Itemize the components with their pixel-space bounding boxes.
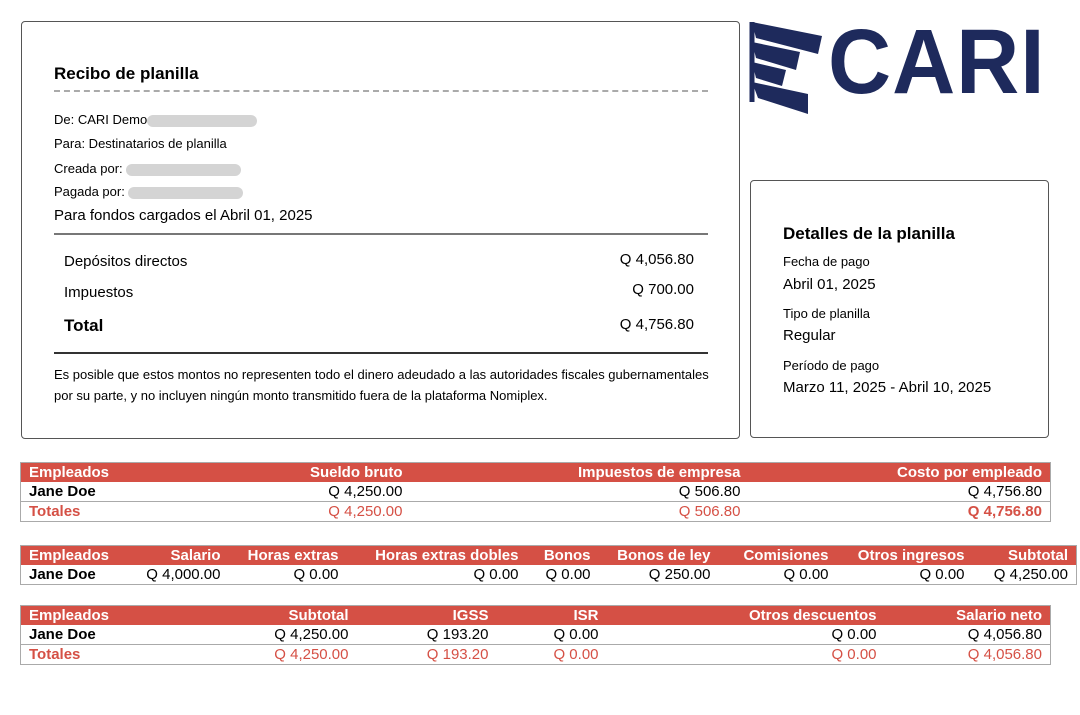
col-header: Subtotal bbox=[973, 546, 1077, 566]
receipt-panel bbox=[21, 21, 740, 439]
table-cell: Q 4,056.80 bbox=[885, 645, 1051, 665]
col-header: Otros descuentos bbox=[607, 606, 885, 626]
col-header: Sueldo bruto bbox=[161, 463, 411, 483]
table-cell: Q 0.00 bbox=[837, 565, 973, 585]
table-header-row bbox=[21, 546, 1077, 566]
table-cell: Q 4,250.00 bbox=[151, 645, 357, 665]
col-header: IGSS bbox=[357, 606, 497, 626]
table-cell: Q 4,250.00 bbox=[161, 482, 411, 502]
col-header: Horas extras dobles bbox=[347, 546, 527, 566]
col-header: Bonos bbox=[527, 546, 599, 566]
employee-name: Jane Doe bbox=[21, 625, 151, 645]
col-header: Horas extras bbox=[229, 546, 347, 566]
from-label: De: CARI Demo bbox=[54, 112, 148, 127]
from-line bbox=[54, 112, 257, 127]
logo-mark-icon bbox=[748, 18, 828, 116]
table-cell: Q 193.20 bbox=[357, 645, 497, 665]
redacted-payer bbox=[128, 187, 243, 199]
table-cell: Q 0.00 bbox=[607, 645, 885, 665]
table-cell: Q 4,756.80 bbox=[749, 502, 1051, 522]
table-cell: Q 0.00 bbox=[607, 625, 885, 645]
payroll-details-panel bbox=[750, 180, 1049, 438]
employee-name: Jane Doe bbox=[21, 482, 161, 502]
employee-name: Jane Doe bbox=[21, 565, 131, 585]
payroll-type-value: Regular bbox=[783, 327, 836, 344]
table-header-row bbox=[21, 463, 1051, 483]
created-by-line bbox=[54, 161, 241, 176]
summary-value-total: Q 4,756.80 bbox=[619, 316, 694, 333]
col-header: Empleados bbox=[21, 546, 131, 566]
col-header: Otros ingresos bbox=[837, 546, 973, 566]
col-header: Subtotal bbox=[151, 606, 357, 626]
table-cell: Q 250.00 bbox=[599, 565, 719, 585]
cari-logo bbox=[748, 11, 1046, 116]
table-cell: Q 193.20 bbox=[357, 625, 497, 645]
col-header: Empleados bbox=[21, 463, 161, 483]
table-row bbox=[21, 625, 1051, 645]
col-header: Impuestos de empresa bbox=[411, 463, 749, 483]
col-header: Salario bbox=[131, 546, 229, 566]
funds-text: Para fondos cargados el Abril 01, 2025 bbox=[54, 207, 313, 224]
col-header: Bonos de ley bbox=[599, 546, 719, 566]
details-title: Detalles de la planilla bbox=[783, 224, 955, 243]
totals-row bbox=[21, 502, 1051, 522]
to-line: Para: Destinatarios de planilla bbox=[54, 136, 227, 151]
table-cell: Q 4,250.00 bbox=[151, 625, 357, 645]
col-header: Salario neto bbox=[885, 606, 1051, 626]
totals-label: Totales bbox=[21, 502, 161, 522]
divider-bottom bbox=[54, 352, 708, 354]
cost-summary-table bbox=[20, 462, 1051, 522]
earnings-table bbox=[20, 545, 1077, 585]
payroll-type-label: Tipo de planilla bbox=[783, 306, 870, 321]
divider-top bbox=[54, 233, 708, 235]
summary-label-taxes: Impuestos bbox=[64, 284, 134, 301]
col-header: Comisiones bbox=[719, 546, 837, 566]
table-cell: Q 506.80 bbox=[411, 502, 749, 522]
logo-wordmark: CARI bbox=[828, 11, 1046, 113]
table-cell: Q 506.80 bbox=[411, 482, 749, 502]
pay-period-label: Período de pago bbox=[783, 358, 880, 373]
table-cell: Q 0.00 bbox=[347, 565, 527, 585]
receipt-title: Recibo de planilla bbox=[54, 64, 199, 83]
pay-period-value: Marzo 11, 2025 - Abril 10, 2025 bbox=[783, 379, 992, 396]
table-header-row bbox=[21, 606, 1051, 626]
table-cell: Q 0.00 bbox=[497, 645, 607, 665]
summary-label-total: Total bbox=[64, 316, 104, 335]
deductions-table bbox=[20, 605, 1051, 665]
table-cell: Q 4,756.80 bbox=[749, 482, 1051, 502]
totals-label: Totales bbox=[21, 645, 151, 665]
col-header: ISR bbox=[497, 606, 607, 626]
created-by-label: Creada por: bbox=[54, 161, 123, 176]
pay-date-value: Abril 01, 2025 bbox=[783, 276, 876, 293]
table-row bbox=[21, 482, 1051, 502]
redacted-company bbox=[147, 115, 257, 127]
summary-label-deposits: Depósitos directos bbox=[64, 253, 188, 270]
redacted-creator bbox=[126, 164, 241, 176]
summary-value-taxes: Q 700.00 bbox=[632, 281, 694, 298]
paid-by-label: Pagada por: bbox=[54, 184, 125, 199]
table-cell: Q 4,000.00 bbox=[131, 565, 229, 585]
table-cell: Q 0.00 bbox=[497, 625, 607, 645]
totals-row bbox=[21, 645, 1051, 665]
table-cell: Q 4,250.00 bbox=[973, 565, 1077, 585]
table-cell: Q 4,250.00 bbox=[161, 502, 411, 522]
table-cell: Q 4,056.80 bbox=[885, 625, 1051, 645]
table-row bbox=[21, 565, 1077, 585]
table-cell: Q 0.00 bbox=[527, 565, 599, 585]
table-cell: Q 0.00 bbox=[719, 565, 837, 585]
disclaimer-note: Es posible que estos montos no representen todo el dinero adeudado a las autoridades fiscales gubernamentales por su parte, y no incluyen ningún monto transmitido fuera de la plataforma Nomiplex. bbox=[54, 367, 709, 403]
dashed-divider bbox=[54, 90, 708, 92]
col-header: Empleados bbox=[21, 606, 151, 626]
table-cell: Q 0.00 bbox=[229, 565, 347, 585]
summary-value-deposits: Q 4,056.80 bbox=[619, 251, 694, 268]
paid-by-line bbox=[54, 184, 243, 199]
col-header: Costo por empleado bbox=[749, 463, 1051, 483]
pay-date-label: Fecha de pago bbox=[783, 254, 870, 269]
